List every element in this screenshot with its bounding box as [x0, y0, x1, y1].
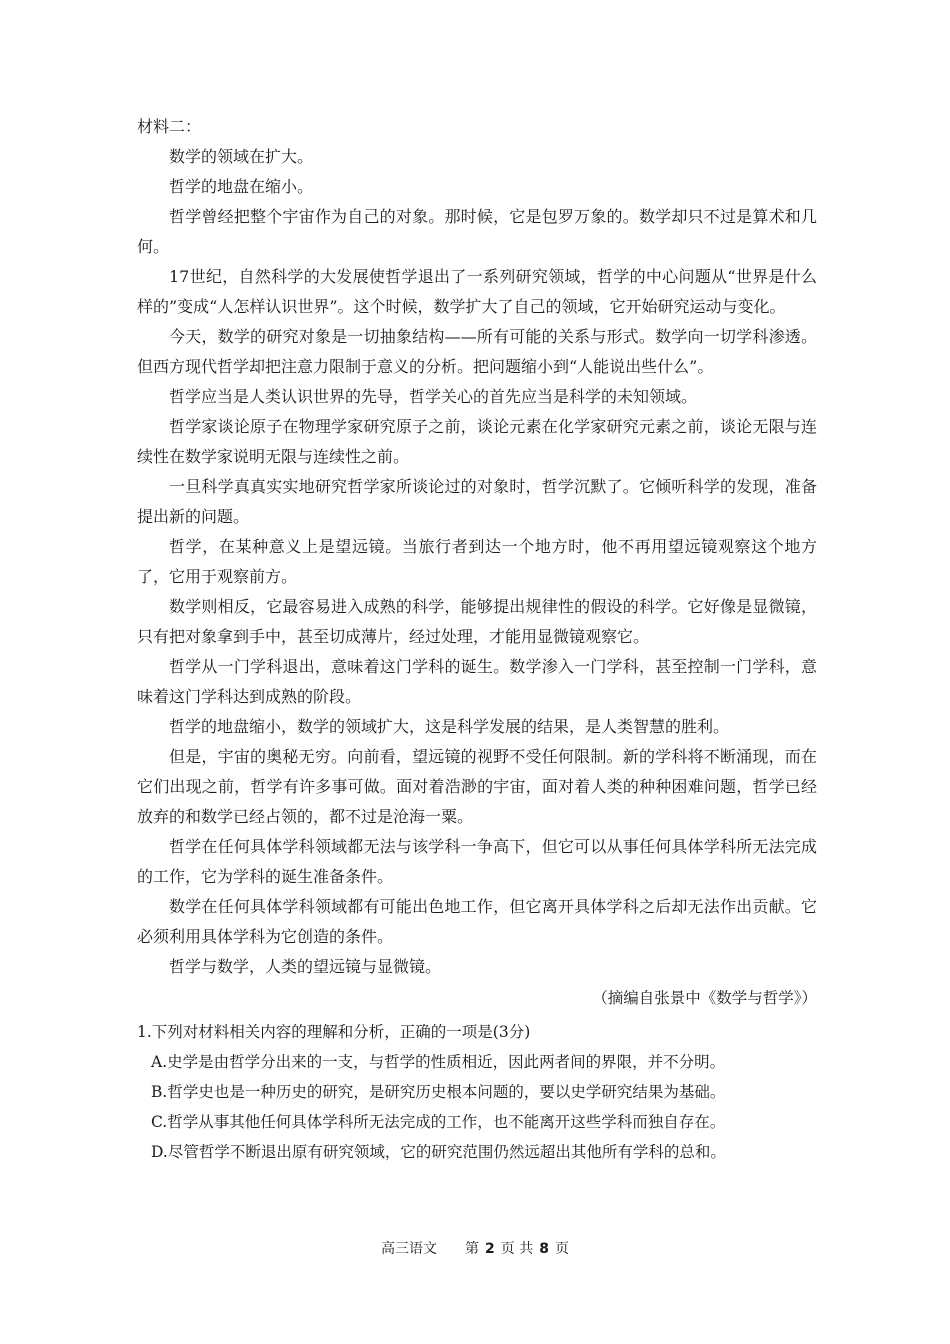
option-letter: C. [151, 1113, 168, 1131]
option-b [137, 1077, 817, 1107]
paragraph: 一旦科学真真实实地研究哲学家所谈论过的对象时，哲学沉默了。它倾听科学的发现，准备提出新的问题。 [137, 477, 817, 526]
paragraph: 哲学曾经把整个宇宙作为自己的对象。那时候，它是包罗万象的。数学却只不过是算术和几何。 [137, 207, 817, 256]
option-letter: D. [151, 1143, 168, 1161]
paragraph: 哲学的地盘缩小，数学的领域扩大，这是科学发展的结果，是人类智慧的胜利。 [169, 717, 730, 736]
paragraph: 数学的领域在扩大。 [169, 147, 314, 166]
paragraph: 今天，数学的研究对象是一切抽象结构——所有可能的关系与形式。数学向一切学科渗透。但西方现代哲学却把注意力限制于意义的分析。把问题缩小到“人能说出些什么”。 [137, 327, 817, 376]
question-stem: 1.下列对材料相关内容的理解和分析，正确的一项是(3分) [137, 1023, 531, 1041]
footer-page-number: 2 [485, 1241, 495, 1257]
option-d [137, 1137, 817, 1167]
paragraph: 哲学家谈论原子在物理学家研究原子之前，谈论元素在化学家研究元素之前，谈论无限与连续性在数学家说明无限与连续性之前。 [137, 417, 817, 466]
option-a [137, 1047, 817, 1077]
paragraph: 数学则相反，它最容易进入成熟的科学，能够提出规律性的假设的科学。它好像是显微镜，只有把对象拿到手中，甚至切成薄片，经过处理，才能用显微镜观察它。 [137, 597, 817, 646]
option-text: 尽管哲学不断退出原有研究领域，它的研究范围仍然远超出其他所有学科的总和。 [167, 1143, 726, 1161]
paragraph: 哲学与数学，人类的望远镜与显微镜。 [169, 957, 442, 976]
option-text: 哲学史也是一种历史的研究，是研究历史根本问题的，要以史学研究结果为基础。 [167, 1083, 726, 1101]
option-text: 哲学从事其他任何具体学科所无法完成的工作，也不能离开这些学科而独自存在。 [167, 1113, 726, 1131]
question-1 [137, 1017, 817, 1167]
paragraph: 17世纪，自然科学的大发展使哲学退出了一系列研究领域，哲学的中心问题从“世界是什么样的”变成“人怎样认识世界”。这个时候，数学扩大了自己的领域，它开始研究运动与变化。 [137, 267, 817, 316]
paragraph: 哲学，在某种意义上是望远镜。当旅行者到达一个地方时，他不再用望远镜观察这个地方了，它用于观察前方。 [137, 537, 817, 586]
paragraph: 哲学的地盘在缩小。 [169, 177, 314, 196]
option-text: 史学是由哲学分出来的一支，与哲学的性质相近，因此两者间的界限，并不分明。 [167, 1053, 726, 1071]
paragraph: 但是，宇宙的奥秘无穷。向前看，望远镜的视野不受任何限制。新的学科将不断涌现，而在它们出现之前，哲学有许多事可做。面对着浩渺的宇宙，面对着人类的种种困难问题，哲学已经放弃的和数学已经占领的，都不过是沧海一粟。 [137, 747, 817, 826]
document-page [137, 112, 817, 1167]
page-footer [0, 1239, 950, 1259]
source-citation: （摘编自张景中《数学与哲学》） [592, 989, 817, 1007]
paragraph: 数学在任何具体学科领域都有可能出色地工作，但它离开具体学科之后却无法作出贡献。它必须利用具体学科为它创造的条件。 [137, 897, 817, 946]
material-body [137, 142, 817, 982]
material-heading: 材料二： [137, 117, 202, 136]
option-letter: A. [151, 1053, 168, 1071]
footer-page-mid: 页 共 [500, 1241, 534, 1257]
footer-subject: 高三语文 [381, 1241, 438, 1257]
footer-page-suffix: 页 [554, 1241, 569, 1257]
footer-total-pages: 8 [539, 1241, 549, 1257]
option-c [137, 1107, 817, 1137]
paragraph: 哲学从一门学科退出，意味着这门学科的诞生。数学渗入一门学科，甚至控制一门学科，意味着这门学科达到成熟的阶段。 [137, 657, 817, 706]
option-letter: B. [151, 1083, 168, 1101]
paragraph: 哲学在任何具体学科领域都无法与该学科一争高下，但它可以从事任何具体学科所无法完成的工作，它为学科的诞生准备条件。 [137, 837, 817, 886]
paragraph: 哲学应当是人类认识世界的先导，哲学关心的首先应当是科学的未知领域。 [169, 387, 698, 406]
footer-page-prefix: 第 [465, 1241, 480, 1257]
